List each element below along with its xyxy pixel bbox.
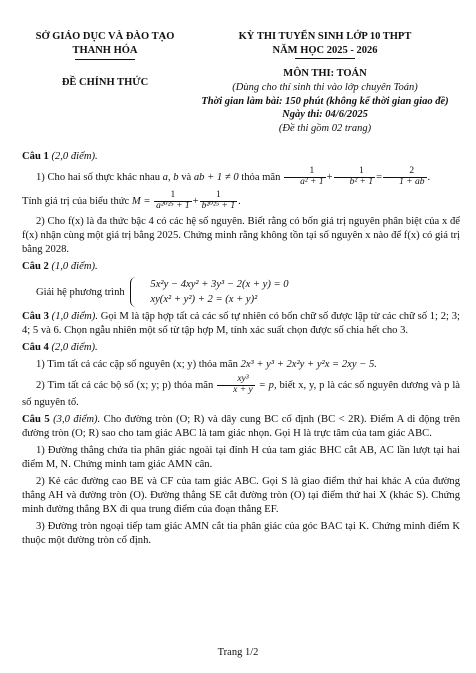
question-5-part-3: 3) Đường tròn ngoại tiếp tam giác AMN cắt tia phân giác của góc BAC tại K. Chứng minh điểm K thuộc một đường tròn cố định. xyxy=(22,521,460,546)
department-block xyxy=(20,30,190,90)
exam-date: Ngày thi: 04/6/2025 xyxy=(282,109,368,121)
question-1-part-1-calc: Tính giá trị của biểu thức M = $\frac{1}{\text{a²⁰²⁵ + 1}}$ + $\frac{1}{\text{b²⁰²⁵ + 1}}$ . xyxy=(22,189,241,211)
time-limit: Thời gian làm bài: 150 phút (không kể thời gian giao đề) xyxy=(201,95,449,107)
fraction: $\frac{1}{\text{a²⁰²⁵ + 1}}$ xyxy=(156,189,190,211)
fraction: $\frac{1}{\text{b² + 1}}$ xyxy=(334,167,376,188)
question-4-part-2: 2) Tìm tất cả các bộ số (x; y; p) thỏa mãn $\frac{\text{xy³}}{x + y}$ = p, biết x, y, p là các số nguyên dương và p là số nguyên tố. xyxy=(22,374,460,409)
audience-note: (Dùng cho thí sinh thi vào lớp chuyên Toán) xyxy=(232,81,418,93)
equation-2: xy(x² + y²) + 2 = (x + y)² xyxy=(150,294,258,306)
question-1-part-2: 2) Cho f(x) là đa thức bậc 4 có các hệ số nguyên. Biết rằng có bốn giá trị nguyên phân biệt của x để f(x) nhận cùng một giá trị bằng 2025. Chứng minh rằng không tồn tại số nguyên x nào để f(x) có giá trị bằng 2028. xyxy=(22,215,460,255)
department-underline xyxy=(75,59,135,60)
question-2-text: Giải hệ phương trình 5x²y − 4xy² + 3y³ − 2(x + y) = 0 xy(x² + y²) + 2 = (x + y)² xyxy=(22,277,460,308)
official-label: ĐỀ CHÍNH THỨC xyxy=(61,77,149,89)
question-4-heading: Câu 4 (2,0 điểm). xyxy=(22,342,98,354)
question-1-part-1: 1) Cho hai số thực khác nhau a, b và ab + 1 ≠ 0 thỏa mãn $\frac{1}{\text{a² + 1}}$ + $\frac{1}{\text{b² + 1}}$ = $\frac{2}{1 + ab}$ . xyxy=(36,165,431,187)
question-1-heading: Câu 1 (2,0 điểm). xyxy=(22,151,98,162)
page-count-note: (Đề thi gồm 02 trang) xyxy=(278,122,372,134)
question-3: Câu 3 (1,0 điểm). Gọi M là tập hợp tất cả các số tự nhiên có bốn chữ số được lập từ các chữ số 1; 2; 3; 4; 5 và 6. Chọn ngẫu nhiên một số từ tập hợp M, tính xác suất chọn được số chia hết cho 3. xyxy=(22,311,460,337)
exam-info-block xyxy=(200,30,450,135)
fraction: $\frac{\text{xy³}}{x + y}$ xyxy=(217,375,255,396)
subject: MÔN THI: TOÁN xyxy=(283,68,367,80)
question-4-part-1: 1) Tìm tất cả các cặp số nguyên (x; y) thỏa mãn 2x³ + y³ + 2x²y + y²x = 2xy − 5. xyxy=(36,359,377,371)
exam-body xyxy=(22,150,460,551)
exam-title-underline xyxy=(295,58,355,59)
question-5-part-1: 1) Đường thẳng chứa tia phân giác ngoài tại đỉnh H của tam giác BHC cắt AB, AC lần lượt tại hai điểm M, N. Chứng minh tam giác AMN cân. xyxy=(22,445,460,471)
fraction: $\frac{2}{1 + ab}$ xyxy=(383,167,426,188)
question-2-heading: Câu 2 (1,0 điểm). xyxy=(22,260,98,272)
question-5-intro: Câu 5 (3,0 điểm). Cho đường tròn (O; R) và dây cung BC cố định (BC < 2R). Điểm A di động trên đường tròn (O; R) sao cho tam giác ABC là tam giác nhọn. Gọi H là trực tâm của tam giác ABC. xyxy=(22,414,461,440)
page-number: Trang 1/2 xyxy=(217,647,259,658)
equation-system xyxy=(130,277,288,308)
question-5-part-2: 2) Kẻ các đường cao BE và CF của tam giác ABC. Gọi S là giao điểm thứ hai khác A của đường thẳng AH và đường tròn (O). Đường thẳng SE cắt đường tròn (O) tại điểm thứ hai X (khác S). Chứng minh đường thẳng BX đi qua trung điểm của đoạn thẳng EF. xyxy=(22,476,460,516)
fraction: $\frac{1}{\text{b²⁰²⁵ + 1}}$ xyxy=(201,189,236,211)
department-line-1: SỞ GIÁO DỤC VÀ ĐÀO TẠO xyxy=(35,31,175,42)
exam-title: KỲ THI TUYỂN SINH LỚP 10 THPT xyxy=(238,31,412,42)
fraction: $\frac{1}{\text{a² + 1}}$ xyxy=(284,167,326,188)
equation-1: 5x²y − 4xy² + 3y³ − 2(x + y) = 0 xyxy=(150,278,289,290)
school-year: NĂM HỌC 2025 - 2026 xyxy=(272,44,378,56)
department-line-2: THANH HÓA xyxy=(72,44,138,56)
